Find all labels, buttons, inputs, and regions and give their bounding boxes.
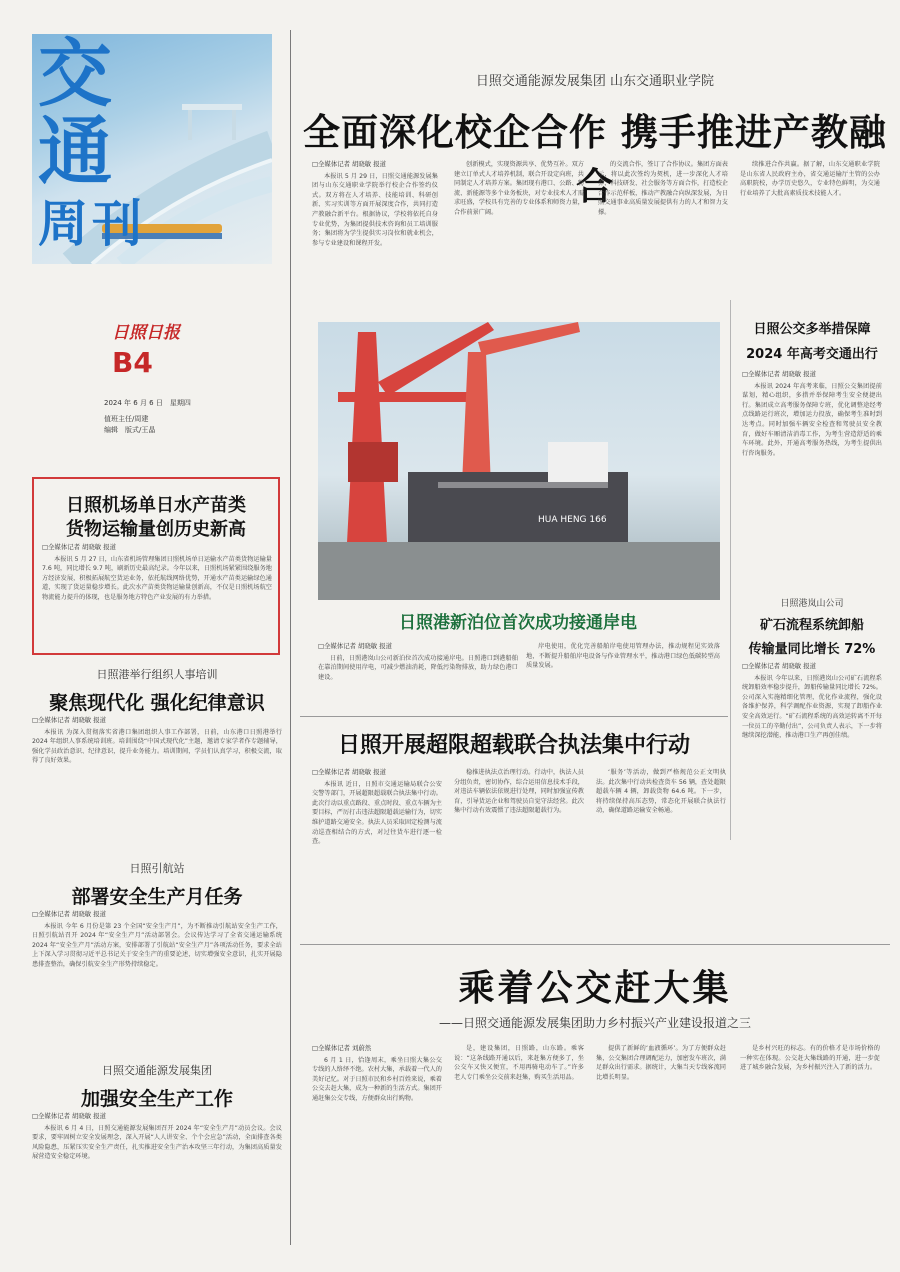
left-column-divider	[290, 30, 291, 1245]
ship-name: HUA HENG 166	[538, 515, 607, 525]
airport-story	[32, 477, 280, 655]
editor-line-1: 值班主任/周建	[104, 415, 149, 423]
masthead-title-char-1: 交	[38, 31, 112, 117]
top-col-4	[740, 160, 880, 296]
lanshan-byline: □全媒体记者 胡晓敏 报道	[742, 662, 817, 670]
energy-story	[32, 1062, 282, 1244]
right-column-divider	[730, 300, 731, 840]
bus-exam-headline-1: 日照公交多举措保障	[753, 322, 871, 337]
lanshan-kicker: 日照港岚山公司	[780, 599, 844, 609]
photo-text-2	[526, 642, 720, 696]
airport-headline-2: 货物运输量创历史新高	[66, 519, 246, 540]
rural-col-3	[596, 1044, 726, 1244]
rural-col-3-text: 提供了新鲜的‘血液循环’。为了方便群众赶集，公交集团合理调配运力，加密发车班次，满足群众出行需求。据统计，大集当天专线客流同比增长明显。	[596, 1045, 726, 1081]
training-story	[32, 666, 282, 844]
lanshan-headline-2: 传输量同比增长 72%	[748, 642, 876, 657]
top-col-4-text: 续推进合作共赢。据了解，山东交通职业学院是山东省人民政府主办，省交通运输厅主管的公办高职院校，办学历史悠久，专业特色鲜明，为交通行业培养了大批高素质技术技能人才。	[740, 161, 880, 197]
safety-kicker: 日照引航站	[129, 862, 185, 875]
top-col-3	[598, 160, 728, 296]
photo-caption: 日照港新泊位首次成功接通岸电	[399, 613, 637, 633]
safety-body	[32, 910, 282, 1046]
top-col-1-text: 本报讯 5 月 29 日，日照交通能源发展集团与山东交通职业学院举行校企合作签约仪式。双方将在人才培养、技能培训、科研创新、实习实训等方面开展深度合作，共同打造产教融合新平台。根据协议，学校将依托自身专业优势，为集团提供技术咨询和员工培训服务；集团将为学生提供实习岗位和就业机会，参与专业建设和课程开发。	[312, 172, 438, 247]
rural-col-4-text: 是乡村兴旺的标志。有的价格才是市场价格的一种实在体现。公交赶大集线路的开通，进一步促进了城乡融合发展，为乡村振兴注入了新的活力。	[740, 1045, 880, 1072]
lanshan-story	[738, 596, 886, 936]
masthead	[32, 31, 272, 264]
rural-col-1-text: 6 月 1 日，恰逢周末，乘坐日照大集公交专线的人络绎不绝。农村大集，承载着一代人的美好记忆。对于日照市民和乡村百姓来说，乘着公交去赶大集，成为一种新的生活方式。集团开通赶集公交专线，方便群众出行购物。	[312, 1056, 442, 1102]
paper-logo: 日照日报	[112, 323, 180, 343]
training-text: 本报讯 为深入贯彻落实省港口集团组织人事工作部署，日前，山东港口日照港举行 2024 年组织人事系统培训班。培训围绕“中国式现代化”主题，邀请专家学者作专题辅导，强化学员政治意识、纪律意识，提升业务能力。培训期间，学员们认真学习，积极交流，取得了良好效果。	[32, 728, 282, 765]
energy-headline: 加强安全生产工作	[80, 1088, 233, 1110]
training-body	[32, 716, 282, 840]
enforcement-col-2-text: 稳推进执法点治理行动。行动中，执法人员分组负责，密切协作，综合运用信息技术手段，对违法车辆依法依规进行处理，同时加强宣传教育，引导货运企业和驾驶员自觉守法经营。此次集中行动有效震慑了违法超限超载行为。	[454, 769, 584, 815]
safety-headline: 部署安全生产月任务	[71, 886, 243, 908]
rural-byline: □全媒体记者 刘蔚然	[312, 1044, 372, 1052]
rural-subtitle: ——日照交通能源发展集团助力乡村振兴产业建设报道之三	[438, 1016, 751, 1030]
rural-col-2	[454, 1044, 584, 1244]
safety-text: 本报讯 今年 6 月份是第 23 个全国“安全生产月”，为不断推动引航站安全生产工作，日照引航站召开 2024 年“安全生产月”活动部署会。会议传达学习了全省交通运输系统 2024 年“安全生产月”活动方案，安排部署了引航站“安全生产月”各项活动任务，要求全站上下深入学习贯彻习近平总书记关于安全生产的重要论述，切实增强安全意识，扎实开展隐患排查整治，确保引航安全生产形势持续稳定。	[32, 922, 282, 968]
lanshan-headline-1: 矿石流程系统卸船	[759, 618, 864, 633]
training-byline: □全媒体记者 胡晓敏 报道	[32, 716, 107, 724]
photo-byline: □全媒体记者 胡晓敏 报道	[318, 642, 393, 650]
safety-story	[32, 860, 282, 1048]
bus-exam-story	[738, 318, 886, 558]
bus-exam-text: 本报讯 2024 年高考来临，日照公交集团提前谋划，精心组织，多措并举保障考生安全便捷出行。集团成立高考服务保障专班，优化调整途经考点线路运行班次，增加运力投放，确保考生准时到达考点。同时加强车辆安全检查和驾驶员安全教育，做好车厢清洁消毒工作，为考生营造舒适的乘车环境。此外，开通高考服务热线，为考生提供出行咨询服务。	[742, 382, 882, 457]
enforcement-col-1-text: 本报讯 近日，日照市交通运输局联合公安交警等部门，开展超限超载联合执法集中行动。此次行动以重点路段、重点时段、重点车辆为主要目标，严厉打击违法超限超载运输行为，切实维护道路交通安全。执法人员采取固定检测与流动巡查相结合的方式，对过往货车进行逐一检查。	[312, 780, 442, 846]
energy-kicker: 日照交通能源发展集团	[102, 1064, 212, 1077]
divider-rural	[300, 944, 890, 945]
lanshan-body	[742, 662, 882, 934]
airport-text: 本报讯 5 月 27 日，山东省机场管理集团日照机场单日运输水产苗类货物运输量 7.6 吨，同比增长 9.7 吨，刷新历史最高纪录。今年以来，日照机场紧紧围绕服务地方经济发展，积极拓展航空货运业务，依托航线网络优势，开通水产苗类运输绿色通道，实现了货运量稳步增长。此次水产苗类货物运输量创新高，不仅是日照机场航空物流能力提升的体现，也是服务地方特色产业发展的有力举措。	[42, 555, 272, 601]
energy-body	[32, 1112, 282, 1242]
airport-body	[42, 543, 272, 651]
lanshan-text: 本报讯 今年以来，日照港岚山公司矿石流程系统卸船效率稳步提升，卸船传输量同比增长 72%。公司深入实施精细化管理，优化作业流程，强化设备维护保养，科学调配作业资源，实现了卸船作业安全高效运行。“矿石流程系统的高效运转离不开每一位员工的辛勤付出”，公司负责人表示，下一步将继续深挖潜能，推动港口生产再创佳绩。	[742, 674, 882, 740]
training-kicker: 日照港举行组织人事培训	[96, 668, 218, 681]
masthead-zhoukan: 周刊	[38, 195, 146, 253]
enforcement-col-2	[454, 768, 584, 938]
rural-headline: 乘着公交赶大集	[458, 968, 732, 1009]
photo-text-b: 岸电使用，优化完善船舶岸电使用管理办法，推动规程见实效落地，不断提升船舶岸电设备与作业管理水平，推动港口绿色低碳转型高质量发展。	[526, 643, 720, 670]
port-illustration	[318, 322, 720, 600]
masthead-title-char-2: 通	[38, 109, 112, 195]
enforcement-col-1	[312, 768, 442, 938]
photo-text-1	[318, 642, 518, 696]
port-photo	[318, 322, 720, 600]
rural-col-2-text: 是，建设集团，日照路，山东路。乘客说：“这条线路开通以后，来赶集方便多了，坐公交车又快又便宜，不用再骑电动车了。”许多老人专门乘坐公交前来赶集，购买生活用品。	[454, 1045, 584, 1081]
divider-enforcement	[300, 716, 728, 717]
rural-col-4	[740, 1044, 880, 1244]
bus-exam-headline-2: 2024 年高考交通出行	[746, 347, 878, 362]
enforcement-byline: □全媒体记者 胡晓敏 报道	[312, 768, 387, 776]
top-col-2	[454, 160, 584, 296]
editor-line-2: 编辑 版式/王晶	[104, 426, 156, 434]
top-col-3-text: 的交流合作，签订了合作协议。集团方面表示，将以此次签约为契机，进一步深化人才培养、科技研发、社会服务等方面合作，打造校企合作示范样板，推动产教融合向纵深发展，为日照交通事业高质量发展提供有力的人才和智力支撑。	[598, 161, 728, 216]
enforcement-col-3	[596, 768, 726, 938]
airport-byline: □全媒体记者 胡晓敏 报道	[42, 543, 117, 551]
bus-exam-body	[742, 370, 882, 560]
top-byline: □全媒体记者 胡晓敏 报道	[312, 160, 387, 168]
issue-date: 2024 年 6 月 6 日 星期四	[104, 399, 191, 407]
safety-byline: □全媒体记者 胡晓敏 报道	[32, 910, 107, 918]
enforcement-col-3-text: ‘服务’等活动，做到严格规范公正文明执法。此次集中行动共检查货车 56 辆，查处超限超载车辆 4 辆，卸载货物 64.6 吨。下一步，将持续保持高压态势，常态化开展联合执法行动，确保道路运输安全畅通。	[596, 769, 726, 815]
rural-col-1	[312, 1044, 442, 1244]
training-headline: 聚焦现代化 强化纪律意识	[49, 692, 265, 714]
airport-headline-1: 日照机场单日水产苗类	[66, 495, 246, 516]
top-headline: 全面深化校企合作 携手推进产教融合	[303, 111, 887, 208]
enforcement-headline: 日照开展超限超载联合执法集中行动	[337, 733, 690, 758]
energy-byline: □全媒体记者 胡晓敏 报道	[32, 1112, 107, 1120]
top-col-1	[312, 160, 438, 296]
bus-exam-byline: □全媒体记者 胡晓敏 报道	[742, 370, 817, 378]
top-kicker: 日照交通能源发展集团 山东交通职业学院	[475, 74, 715, 89]
page-number: B4	[112, 346, 153, 379]
energy-text: 本报讯 6 月 4 日，日照交通能源发展集团召开 2024 年“安全生产月”动员会议。会议要求，要牢固树立安全发展理念，深入开展“人人讲安全、个个会应急”活动，全面排查各类风险隐患，压紧压实安全生产责任，扎实推进安全生产治本攻坚三年行动，为集团高质量发展营造安全稳定环境。	[32, 1124, 282, 1161]
top-col-2-text: 创新模式，实现资源共享、优势互补。双方建立订单式人才培养机制，联合开设定向班，共同制定人才培养方案。集团现有港口、公路、物流、新能源等多个业务板块，对专业技术人才需求旺盛，学校具有完善的专业体系和师资力量，合作前景广阔。	[454, 161, 584, 216]
photo-text: 日前，日照港岚山公司新泊位首次成功接通岸电。日照港口到港船舶在靠泊期间使用岸电，可减少燃油消耗，降低污染物排放，助力绿色港口建设。	[318, 654, 518, 681]
